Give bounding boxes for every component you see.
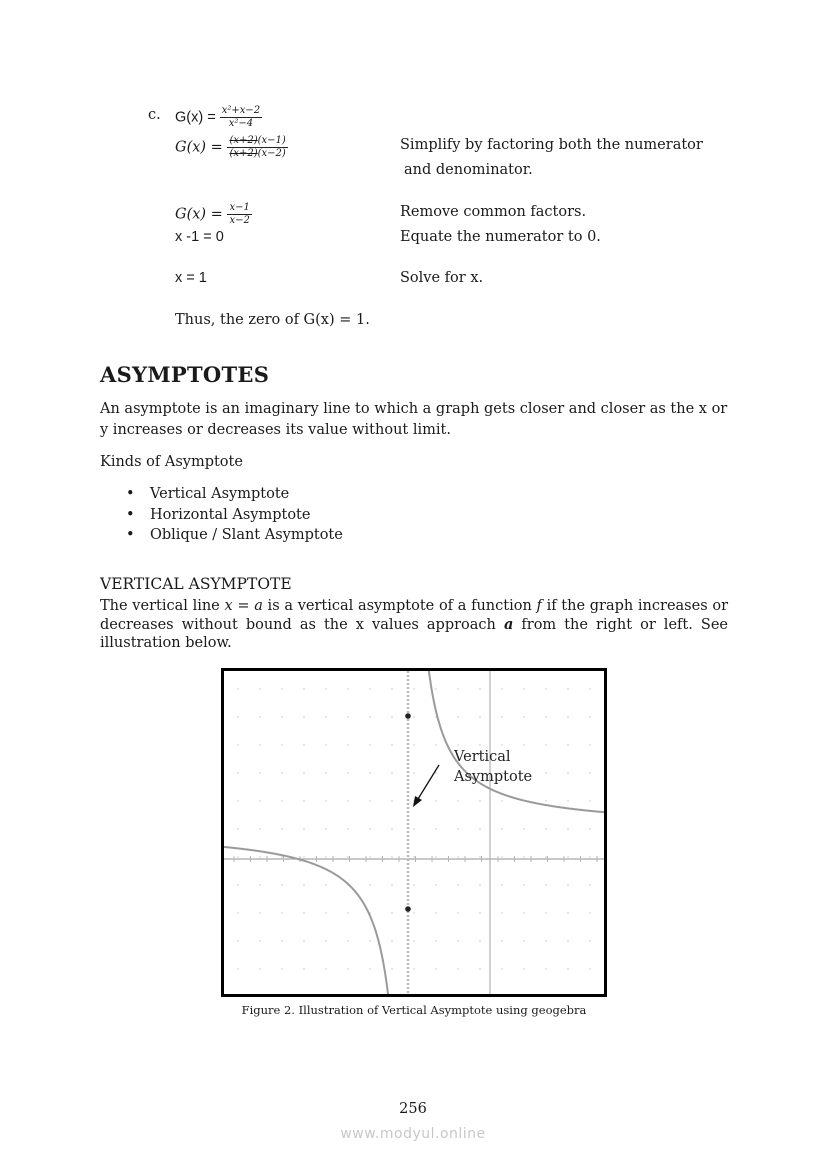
grid-dot [259, 800, 260, 801]
denominator-remaining-factor: (x−2) [257, 148, 286, 159]
grid-dot [325, 772, 326, 773]
grid-dot [391, 688, 392, 689]
grid-dot [589, 884, 590, 885]
example-label: c. [148, 107, 161, 123]
grid-dot [479, 828, 480, 829]
grid-dot [347, 772, 348, 773]
vertical-heading: VERTICAL ASYMPTOTE [100, 575, 292, 593]
equate-note: Equate the numerator to 0. [400, 229, 601, 245]
kinds-list [100, 484, 343, 546]
grid-dot [325, 856, 326, 857]
grid-dot [303, 828, 304, 829]
grid-dot [391, 716, 392, 717]
grid-dot [457, 800, 458, 801]
grid-dot [281, 912, 282, 913]
grid-dot [479, 744, 480, 745]
factored-denominator [227, 148, 287, 160]
kind-item: • Vertical Asymptote [100, 484, 343, 505]
grid-dot [369, 856, 370, 857]
vertical-text-1: The vertical line [100, 598, 225, 614]
grid-dot [457, 744, 458, 745]
grid-dot [369, 800, 370, 801]
grid-dot [435, 856, 436, 857]
grid-dot [281, 744, 282, 745]
grid-dot [457, 856, 458, 857]
vertical-text-4: from the right or left. See illustration below. [100, 616, 728, 651]
asymptote-graph [224, 671, 604, 994]
grid-dot [391, 744, 392, 745]
grid-dot [567, 772, 568, 773]
grid-dot [391, 884, 392, 885]
grid-dot [523, 884, 524, 885]
grid-dot [479, 968, 480, 969]
vertical-math-a: a [503, 615, 514, 633]
grid-dot [413, 940, 414, 941]
grid-dot [435, 744, 436, 745]
grid-dot [237, 912, 238, 913]
grid-dot [545, 912, 546, 913]
grid-dot [589, 912, 590, 913]
grid-dot [369, 772, 370, 773]
grid-dot [413, 772, 414, 773]
page-number: 256 [399, 1101, 427, 1117]
solve-step: x = 1 [175, 270, 207, 286]
grid-dot [589, 828, 590, 829]
grid-dot [259, 856, 260, 857]
grid-dot [589, 800, 590, 801]
grid-dot [325, 828, 326, 829]
vertical-text-3: if the graph increases or decreases without bound as the x values approach [100, 598, 728, 633]
grid-dot [369, 688, 370, 689]
grid-dot [567, 856, 568, 857]
grid-dot [369, 744, 370, 745]
grid-dot [237, 856, 238, 857]
grid-dot [237, 828, 238, 829]
grid-dot [589, 716, 590, 717]
grid-dot [325, 912, 326, 913]
grid-dot [347, 744, 348, 745]
grid-dot [237, 688, 238, 689]
grid-dot [281, 940, 282, 941]
vertical-math-line: x = a [224, 598, 263, 614]
grid-dot [523, 856, 524, 857]
g-numerator: x²+x−2 [221, 105, 261, 116]
grid-dot [589, 744, 590, 745]
grid-dot [303, 856, 304, 857]
grid-dot [259, 968, 260, 969]
g-definition [175, 105, 262, 130]
grid-dot [545, 744, 546, 745]
grid-dot [413, 912, 414, 913]
grid-dot [237, 716, 238, 717]
grid-dot [501, 856, 502, 857]
vertical-math-f: f [536, 598, 542, 614]
reduced-denominator: x−2 [229, 215, 250, 226]
grid-dot [303, 884, 304, 885]
numerator-remaining-factor: (x−1) [257, 135, 286, 146]
conclusion: Thus, the zero of G(x) = 1. [175, 312, 370, 328]
remove-factors-note: Remove common factors. [400, 204, 587, 220]
grid-dot [479, 912, 480, 913]
annotation-arrowhead [413, 796, 422, 807]
grid-dot [567, 716, 568, 717]
grid-dot [589, 968, 590, 969]
vertical-text-2: is a vertical asymptote of a function [262, 598, 537, 614]
grid-dot [303, 800, 304, 801]
grid-dot [545, 856, 546, 857]
grid-dot [303, 716, 304, 717]
grid-dot [325, 716, 326, 717]
grid-dot [303, 968, 304, 969]
grid-dot [413, 828, 414, 829]
annotation-line2: Asymptote [454, 769, 533, 785]
grid-dot [545, 772, 546, 773]
simplify-note-line1: Simplify by factoring both the numerator [400, 137, 703, 153]
grid-dot [259, 940, 260, 941]
grid-dot [567, 968, 568, 969]
annotation-arrow [418, 765, 439, 799]
factored-fraction [227, 135, 287, 160]
reduced-fraction [227, 202, 251, 227]
grid-dot [435, 772, 436, 773]
grid-dot [259, 688, 260, 689]
grid-dot [435, 688, 436, 689]
grid-dot [369, 828, 370, 829]
grid-dot [479, 688, 480, 689]
grid-dot [347, 828, 348, 829]
grid-dot [567, 828, 568, 829]
grid-dot [501, 688, 502, 689]
grid-dot [347, 688, 348, 689]
section-heading: ASYMPTOTES [100, 362, 270, 387]
grid-dot [523, 688, 524, 689]
grid-dot [369, 884, 370, 885]
grid-dot [523, 940, 524, 941]
grid-dot [479, 800, 480, 801]
grid-dot [369, 940, 370, 941]
grid-dot [391, 912, 392, 913]
grid-dot [501, 912, 502, 913]
grid-dot [281, 884, 282, 885]
grid-dot [435, 940, 436, 941]
grid-dot [259, 716, 260, 717]
point-marker-lower [405, 906, 411, 912]
grid-dot [303, 744, 304, 745]
grid-dot [501, 800, 502, 801]
cancelled-factor-top: (x+2) [229, 135, 258, 146]
grid-dots [237, 688, 590, 969]
grid-dot [413, 884, 414, 885]
kind-item: • Oblique / Slant Asymptote [100, 525, 343, 546]
grid-dot [325, 688, 326, 689]
grid-dot [391, 968, 392, 969]
grid-dot [237, 968, 238, 969]
grid-dot [479, 716, 480, 717]
grid-dot [501, 716, 502, 717]
grid-dot [567, 884, 568, 885]
grid-dot [435, 800, 436, 801]
grid-dot [303, 772, 304, 773]
grid-dot [457, 828, 458, 829]
grid-dot [567, 688, 568, 689]
grid-dot [589, 688, 590, 689]
grid-dot [347, 856, 348, 857]
grid-dot [303, 940, 304, 941]
grid-dot [545, 828, 546, 829]
grid-dot [347, 912, 348, 913]
grid-dot [545, 884, 546, 885]
curve-right-branch [429, 671, 605, 812]
grid-dot [237, 772, 238, 773]
grid-dot [479, 856, 480, 857]
grid-dot [413, 716, 414, 717]
grid-dot [523, 912, 524, 913]
grid-dot [435, 912, 436, 913]
point-marker-upper [405, 713, 411, 719]
grid-dot [259, 912, 260, 913]
grid-dot [457, 912, 458, 913]
grid-dot [501, 940, 502, 941]
grid-dot [545, 800, 546, 801]
grid-dot [413, 968, 414, 969]
grid-dot [259, 772, 260, 773]
grid-dot [567, 800, 568, 801]
grid-dot [281, 800, 282, 801]
grid-dot [589, 772, 590, 773]
grid-dot [281, 716, 282, 717]
grid-dot [567, 940, 568, 941]
grid-dot [391, 772, 392, 773]
simplify-note-line2: and denominator. [404, 162, 533, 178]
reduced-numerator: x−1 [229, 202, 250, 213]
grid-dot [391, 856, 392, 857]
grid-dot [259, 744, 260, 745]
grid-dot [237, 884, 238, 885]
grid-dot [501, 828, 502, 829]
grid-dot [413, 744, 414, 745]
grid-dot [567, 912, 568, 913]
grid-dot [281, 856, 282, 857]
kind-item: • Horizontal Asymptote [100, 505, 343, 526]
figure-frame [221, 668, 607, 997]
grid-dot [501, 744, 502, 745]
grid-dot [413, 688, 414, 689]
grid-dot [457, 940, 458, 941]
grid-dot [523, 828, 524, 829]
grid-dot [325, 744, 326, 745]
grid-dot [325, 884, 326, 885]
grid-dot [259, 884, 260, 885]
grid-dot [237, 744, 238, 745]
grid-dot [457, 716, 458, 717]
grid-dot [545, 688, 546, 689]
factored-numerator [227, 135, 287, 148]
grid-dot [237, 940, 238, 941]
g-fraction [220, 105, 262, 130]
grid-dot [501, 884, 502, 885]
grid-dot [281, 688, 282, 689]
grid-dot [457, 968, 458, 969]
grid-dot [435, 828, 436, 829]
grid-dot [369, 968, 370, 969]
grid-dot [567, 744, 568, 745]
grid-dot [435, 884, 436, 885]
grid-dot [589, 856, 590, 857]
grid-dot [237, 800, 238, 801]
g-lhs: G(x) = [175, 109, 216, 126]
equate-step: x -1 = 0 [175, 229, 224, 245]
cancelled-factor-bottom: (x+2) [229, 148, 258, 159]
grid-dot [413, 856, 414, 857]
grid-dot [281, 772, 282, 773]
reduced-expression [175, 202, 252, 227]
grid-dot [501, 968, 502, 969]
grid-dot [523, 744, 524, 745]
grid-dot [435, 968, 436, 969]
grid-dot [347, 716, 348, 717]
kinds-label: Kinds of Asymptote [100, 454, 243, 470]
grid-dot [523, 968, 524, 969]
grid-dot [479, 884, 480, 885]
grid-dot [281, 968, 282, 969]
grid-dot [589, 940, 590, 941]
grid-dot [391, 800, 392, 801]
grid-dot [523, 716, 524, 717]
factored-lhs: G(x) = [175, 139, 223, 156]
grid-dot [281, 828, 282, 829]
reduced-lhs: G(x) = [175, 206, 223, 223]
grid-dot [259, 828, 260, 829]
grid-dot [347, 800, 348, 801]
grid-dot [303, 912, 304, 913]
grid-dot [325, 800, 326, 801]
grid-dot [369, 716, 370, 717]
vertical-definition [100, 597, 728, 653]
grid-dot [347, 968, 348, 969]
watermark: www.modyul.online [340, 1126, 486, 1142]
annotation-line1: Vertical [454, 749, 511, 765]
grid-dot [545, 940, 546, 941]
grid-dot [391, 828, 392, 829]
factored-expression [175, 135, 288, 160]
figure-caption: Figure 2. Illustration of Vertical Asymptote using geogebra [241, 1003, 587, 1017]
grid-dot [347, 940, 348, 941]
grid-dot [457, 884, 458, 885]
curve-left-branch [224, 847, 389, 994]
asymptote-definition: An asymptote is an imaginary line to which a graph gets closer and closer as the x or y increases or decreases its value without limit. [100, 401, 728, 438]
grid-dot [325, 940, 326, 941]
grid-dot [457, 688, 458, 689]
g-denominator: x²−4 [228, 118, 254, 129]
grid-dot [545, 968, 546, 969]
grid-dot [545, 716, 546, 717]
solve-note: Solve for x. [400, 270, 484, 286]
grid-dot [325, 968, 326, 969]
grid-dot [479, 940, 480, 941]
grid-dot [303, 688, 304, 689]
grid-dot [391, 940, 392, 941]
